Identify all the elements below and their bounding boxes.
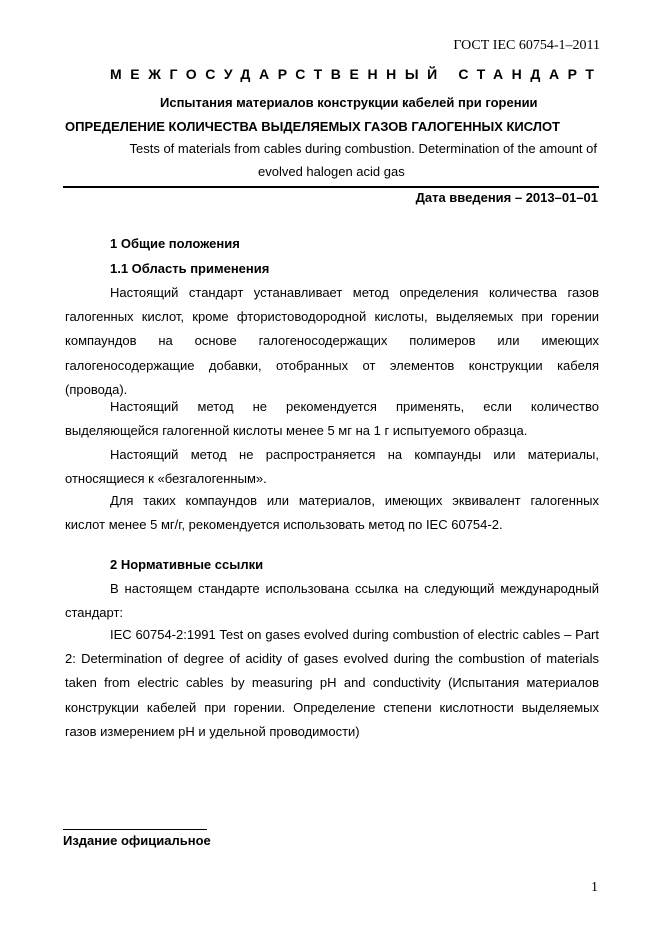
document-title-en-line1: Tests of materials from cables during combustion. Determination of the amount of bbox=[129, 141, 597, 156]
section-1-1-heading: 1.1 Область применения bbox=[110, 261, 270, 276]
footer-divider bbox=[63, 829, 207, 830]
edition-label: Издание официальное bbox=[63, 833, 211, 848]
reference-paragraph: IEC 60754-2:1991 Test on gases evolved during combustion of electric cables – Part 2: Determination of degree of acidity of gases evolved during the combustion of materials taken from electric cables by measuring pH and conductivity (Испытания материалов конструкции кабелей при горении. Определение степени кислотности выделяемых газов измерением pH и удельной проводимости) bbox=[65, 627, 599, 739]
paragraph: Настоящий стандарт устанавливает метод определения количества газов галогенных кислот, кроме фтористоводородной кислоты, выделяемых при горении компаундов на основе галогеносодержащих полимеров или имеющих галогеносодержащие добавки, отобранных от элементов конструкции кабеля (провода). bbox=[65, 285, 599, 397]
document-title-ru: Испытания материалов конструкции кабелей при горении bbox=[160, 95, 538, 110]
document-title-en-line2: evolved halogen acid gas bbox=[258, 164, 405, 179]
document-code: ГОСТ IEC 60754-1–2011 bbox=[453, 38, 600, 53]
paragraph: В настоящем стандарте использована ссылка на следующий международный стандарт: bbox=[65, 581, 599, 621]
document-main-title: ОПРЕДЕЛЕНИЕ КОЛИЧЕСТВА ВЫДЕЛЯЕМЫХ ГАЗОВ ГАЛОГЕННЫХ КИСЛОТ bbox=[65, 119, 560, 134]
section-2-heading: 2 Нормативные ссылки bbox=[110, 557, 264, 572]
section-1-heading: 1 Общие положения bbox=[110, 236, 240, 251]
paragraph: Настоящий метод не распространяется на компаунды или материалы, относящиеся к «безгалогенным». bbox=[65, 447, 599, 487]
page-number: 1 bbox=[591, 880, 598, 895]
paragraph: Для таких компаундов или материалов, имеющих эквивалент галогенных кислот менее 5 мг/г, рекомендуется использовать метод по IEC 60754-2. bbox=[65, 493, 599, 533]
header-divider bbox=[63, 186, 599, 188]
paragraph: Настоящий метод не рекомендуется применять, если количество выделяющейся галогенной кислоты менее 5 мг на 1 г испытуемого образца. bbox=[65, 399, 599, 439]
standard-type-heading: МЕЖГОСУДАРСТВЕННЫЙ СТАНДАРТ bbox=[110, 66, 603, 82]
introduction-date: Дата введения – 2013–01–01 bbox=[415, 190, 598, 205]
